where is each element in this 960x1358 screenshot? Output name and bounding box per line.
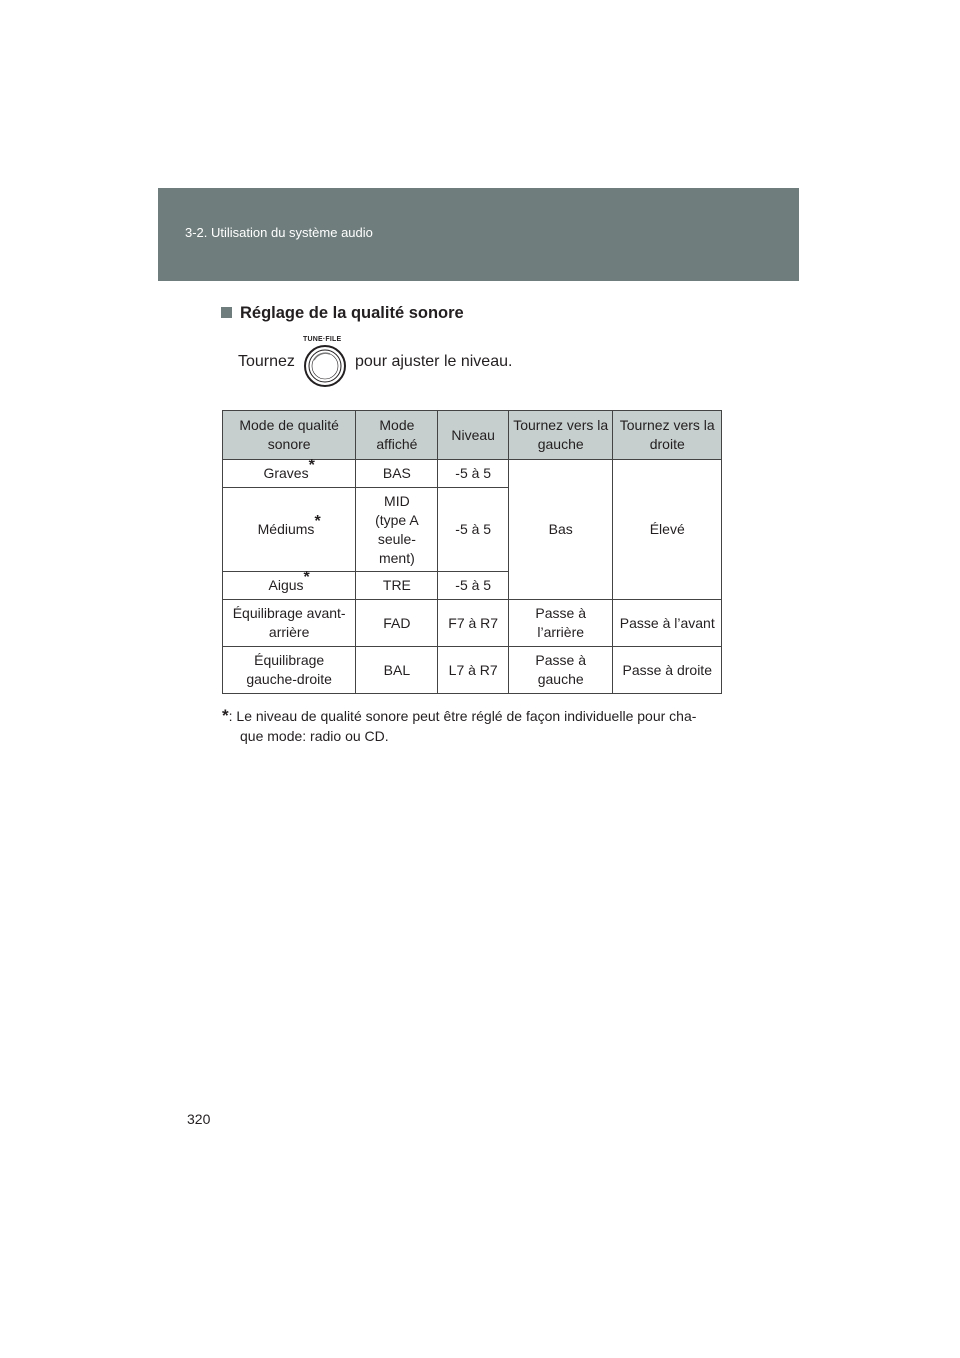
page-number: 320: [187, 1111, 211, 1127]
square-bullet-icon: [221, 307, 232, 318]
mode-cell: Graves*: [223, 460, 356, 488]
footnote-line-1: *: Le niveau de qualité sonore peut être réglé de façon individuelle pour cha-: [222, 706, 697, 725]
column-header-display: Mode affiché: [356, 411, 438, 460]
column-header-right: Tournez vers la droite: [613, 411, 722, 460]
level-cell: F7 à R7: [438, 600, 508, 647]
mode-cell: Équilibrage avant-arrière: [223, 600, 356, 647]
table-row: [223, 647, 722, 694]
section-breadcrumb: 3-2. Utilisation du système audio: [185, 225, 373, 240]
table-row: [223, 600, 722, 647]
display-cell: FAD: [356, 600, 438, 647]
level-cell: L7 à R7: [438, 647, 508, 694]
level-cell: -5 à 5: [438, 572, 508, 600]
merged-right-cell: Élevé: [613, 460, 722, 600]
section-title: Réglage de la qualité sonore: [240, 304, 464, 322]
mode-cell: Médiums*: [223, 488, 356, 572]
mode-cell: Aigus*: [223, 572, 356, 600]
level-cell: -5 à 5: [438, 460, 508, 488]
display-cell: BAS: [356, 460, 438, 488]
right-cell: Passe à l’avant: [613, 600, 722, 647]
mode-cell: Équilibrage gauche-droite: [223, 647, 356, 694]
column-header-level: Niveau: [438, 411, 508, 460]
level-cell: -5 à 5: [438, 488, 508, 572]
display-cell: BAL: [356, 647, 438, 694]
footnote: [222, 706, 742, 746]
footnote-line-2: que mode: radio ou CD.: [240, 728, 389, 744]
instruction-after: pour ajuster le niveau.: [355, 353, 513, 370]
column-header-left: Tournez vers la gauche: [508, 411, 613, 460]
footnote-mark: *: [222, 706, 229, 725]
column-header-mode: Mode de qualité sonore: [223, 411, 356, 460]
knob-label: TUNE·FILE: [303, 336, 342, 343]
table-row: [223, 460, 722, 488]
section-heading: [221, 304, 464, 323]
left-cell: Passe à gauche: [508, 647, 613, 694]
tune-file-knob-icon: [300, 334, 350, 388]
display-cell: TRE: [356, 572, 438, 600]
left-cell: Passe à l’arrière: [508, 600, 613, 647]
right-cell: Passe à droite: [613, 647, 722, 694]
merged-left-cell: Bas: [508, 460, 613, 600]
display-cell: MID (type A seule- ment): [356, 488, 438, 572]
instruction-before: Tournez: [238, 353, 295, 370]
table-header-row: [223, 411, 722, 460]
sound-quality-table: [222, 410, 722, 694]
